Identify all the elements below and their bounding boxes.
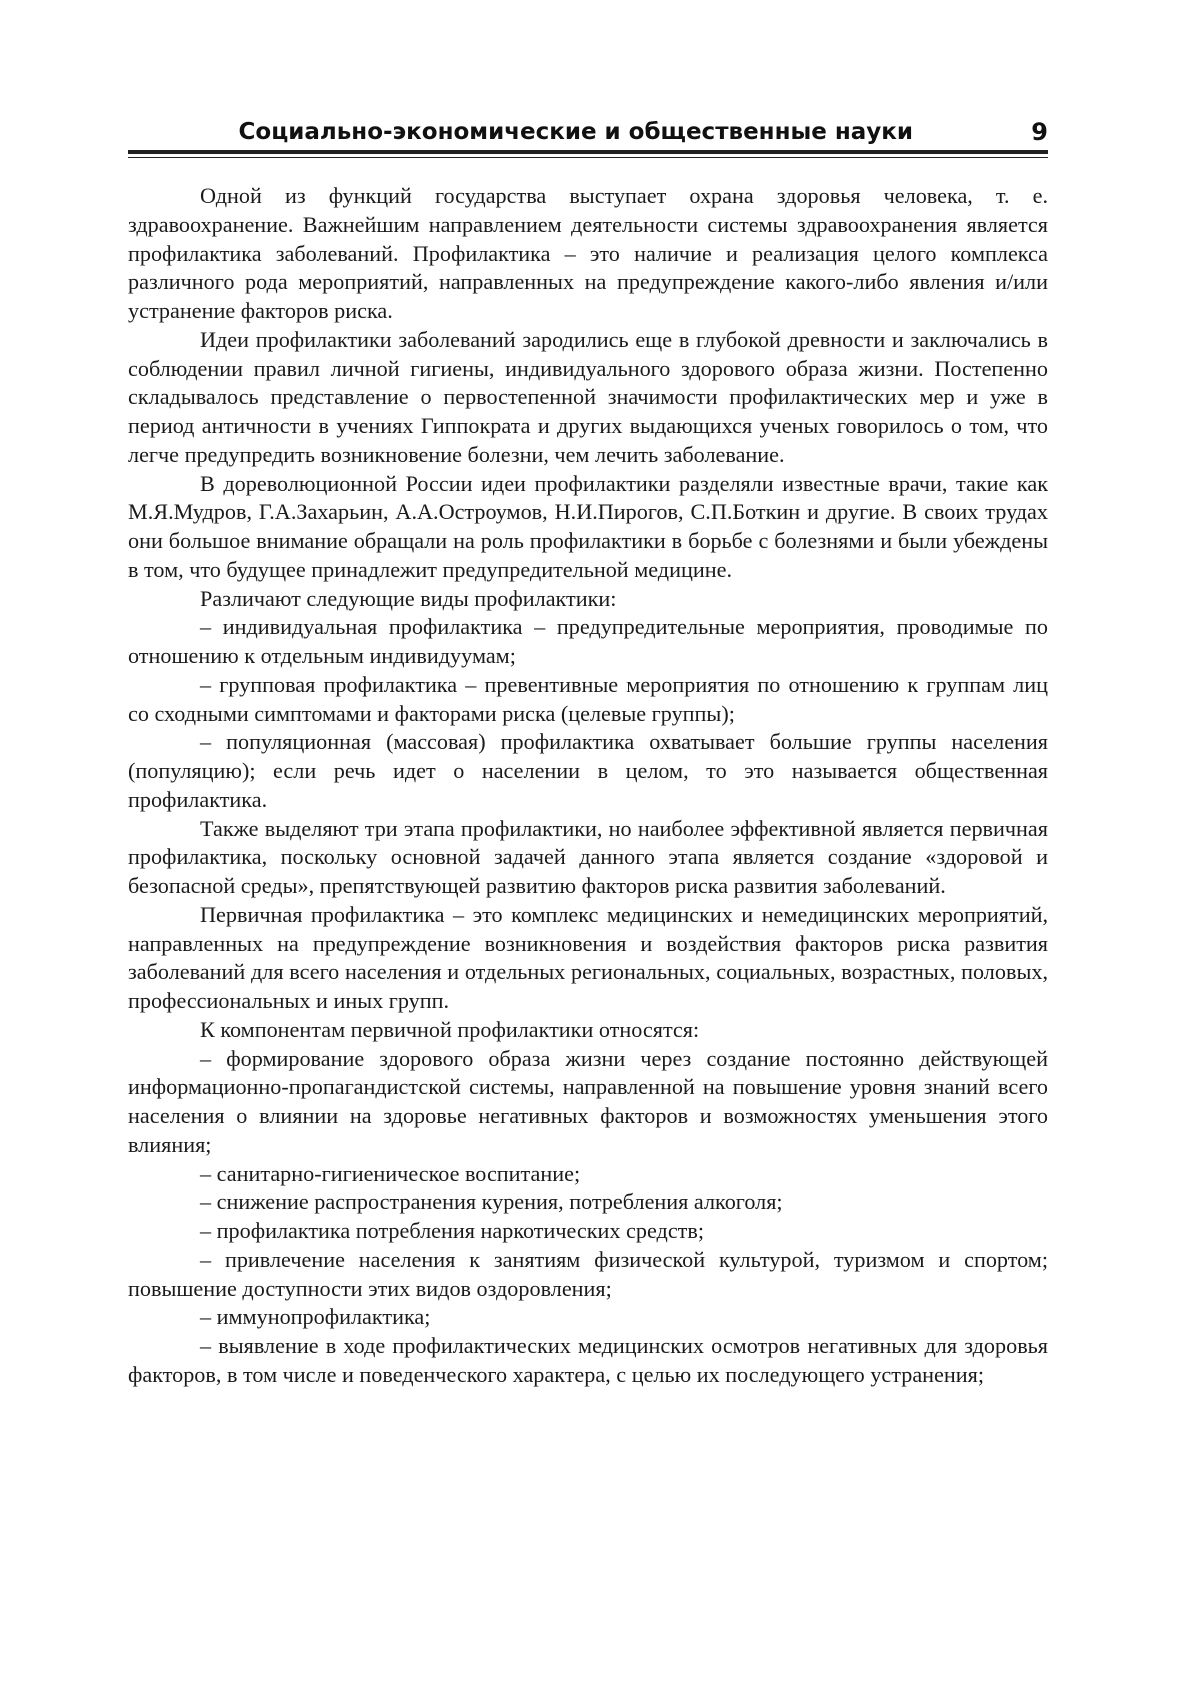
list-item: – иммунопрофилактика;	[200, 1304, 431, 1330]
list-item: – снижение распространения курения, потребления алкоголя;	[200, 1189, 783, 1215]
paragraph: Различают следующие виды профилактики:	[200, 585, 617, 611]
paragraph: Также выделяют три этапа профилактики, но наиболее эффективной является первичная профилактика, поскольку основной задачей данного этапа является создание «здоровой и безопасной среды», препятствующей развитию факторов риска развития заболеваний.	[128, 815, 1048, 898]
list-item: – выявление в ходе профилактических медицинских осмотров негативных для здоровья факторов, в том числе и поведенческого характера, с целью их последующего устранения;	[128, 1333, 1048, 1387]
header-rule-thick	[128, 150, 1048, 154]
list-item: – профилактика потребления наркотических средств;	[200, 1218, 705, 1243]
section-title: Социально-экономические и общественные науки	[238, 119, 913, 145]
page-number: 9	[1031, 118, 1048, 146]
paragraph: Одной из функций государства выступает охрана здоровья человека, т. е. здравоохранение. Важнейшим направлением деятельности системы здравоохранения является профилактика заболеваний. Профилактика – это наличие и реализация целого комплекса различного рода мероприятий, направленных на предупреждение какого-либо явления и/или устранение факторов риска.	[128, 183, 1048, 323]
list-item: – популяционная (массовая) профилактика охватывает большие группы населения (популяцию); если речь идет о населении в целом, то это называется общественная профилактика.	[128, 729, 1048, 812]
list-item: – индивидуальная профилактика – предупредительные мероприятия, проводимые по отношению к отдельным индивидуумам;	[128, 614, 1048, 668]
paragraph: Идеи профилактики заболеваний зародились еще в глубокой древности и заключались в соблюдении правил личной гигиены, индивидуального здорового образа жизни. Постепенно складывалось представление о первостепенной значимости профилактических мер и уже в период античности в учениях Гиппократа и других выдающихся ученых говорилось о том, что легче предупредить возникновение болезни, чем лечить заболевание.	[128, 326, 1048, 467]
list-item: – привлечение населения к занятиям физической культурой, туризмом и спортом; повышение доступности этих видов оздоровления;	[128, 1246, 1048, 1301]
paragraph: Первичная профилактика – это комплекс медицинских и немедицинских мероприятий, направленных на предупреждение возникновения и воздействия факторов риска развития заболеваний для всего населения и отдельных региональных, социальных, возрастных, половых, профессиональных и иных групп.	[128, 901, 1048, 1013]
paragraph: К компонентам первичной профилактики относятся:	[200, 1016, 700, 1042]
header-rule-thin	[128, 157, 1048, 158]
paragraph: В дореволюционной России идеи профилактики разделяли известные врачи, такие как М.Я.Мудров, Г.А.Захарьин, А.А.Остроумов, Н.И.Пирогов, С.П.Боткин и другие. В своих трудах они большое внимание обращали на роль профилактики в борьбе с болезнями и были убеждены в том, что будущее принадлежит предупредительной медицине.	[128, 470, 1048, 582]
list-item: – санитарно-гигиеническое воспитание;	[200, 1160, 581, 1186]
list-item: – формирование здорового образа жизни через создание постоянно действующей информационно-пропагандистской системы, направленной на повышение уровня знаний всего населения о влиянии на здоровье негативных факторов и возможностях уменьшения этого влияния;	[128, 1045, 1048, 1157]
list-item: – групповая профилактика – превентивные мероприятия по отношению к группам лиц со сходными симптомами и факторами риска (целевые группы);	[128, 671, 1048, 726]
body-text	[128, 182, 1048, 1390]
